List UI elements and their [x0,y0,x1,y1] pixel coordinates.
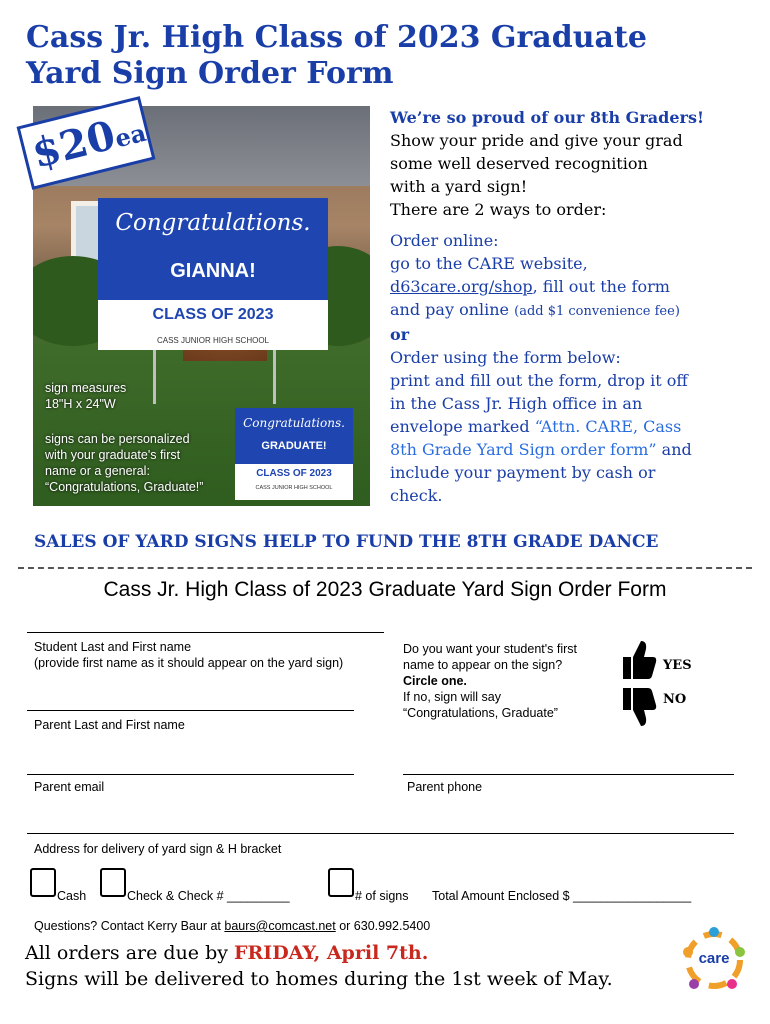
due-date-line: All orders are due by FRIDAY, April 7th. [25,942,429,964]
contact-email-link[interactable]: baurs@comcast.net [224,919,336,933]
care-logo [680,926,748,994]
sample-sign-personalized-band: CLASS OF 2023 CASS JUNIOR HIGH SCHOOL [98,300,328,350]
sign-stake [153,344,156,404]
name-question: Do you want your student's first name to appear on the sign? Circle one. If no, sign will say “Congratulations, Graduate” [403,642,577,720]
shop-link[interactable]: d63care.org/shop [390,277,533,296]
thumbs-up-icon[interactable] [619,637,657,686]
cash-checkbox[interactable] [30,868,56,897]
page-title: Cass Jr. High Class of 2023 Graduate Yard Sign Order Form [26,20,647,91]
total-amount-label: Total Amount Enclosed $ _________________ [432,889,692,903]
sign-size-note: sign measures 18"H x 24"W [45,381,127,411]
thumbs-down-icon[interactable] [619,686,657,735]
no-option[interactable]: NO [663,692,687,707]
sample-sign-general-band: CLASS OF 2023 CASS JUNIOR HIGH SCHOOL [235,464,353,500]
proud-headline: We’re so proud of our 8th Graders! [390,108,704,127]
sample-sign-personalized: Congratulations. GIANNA! [98,198,328,345]
parent-email-line[interactable] [27,774,354,775]
check-checkbox[interactable] [100,868,126,897]
parent-email-label: Parent email [34,780,105,794]
address-line[interactable] [27,833,734,834]
student-name-hint: (provide first name as it should appear on the yard sign) [34,656,344,670]
or-divider: or [390,325,410,344]
student-name-line[interactable] [27,632,384,633]
contact-line: Questions? Contact Kerry Baur at baurs@comcast.net or 630.992.5400 [34,919,431,933]
order-info: We’re so proud of our 8th Graders! Show your pride and give your grad some well deserved recognition with a yard sign! There are 2 ways to order: Order online: go to the CARE website, d63care.org/shop, fill out the form and pay online (add $1 convenience fee) or Order using the form below: print and fill out the form, drop it off in the Cass Jr. High office in an envelope marked “Attn. CARE, Cass 8th Grade Yard Sign order form” and include your payment by cash or check. [390,106,740,507]
sign-count-label: # of signs [355,889,409,903]
parent-phone-label: Parent phone [407,780,483,794]
fundraiser-banner: SALES OF YARD SIGNS HELP TO FUND THE 8TH GRADE DANCE [34,532,659,552]
price-unit: ea [111,117,149,154]
check-label: Check & Check # _________ [127,889,290,903]
sign-stake [273,344,276,404]
address-label: Address for delivery of yard sign & H bracket [34,842,282,856]
price-amount: $20 [27,111,120,178]
sign-count-box[interactable] [328,868,354,897]
parent-phone-line[interactable] [403,774,734,775]
parent-name-label: Parent Last and First name [34,718,185,732]
student-name-label: Student Last and First name [34,640,192,654]
care-logo-text: care [698,950,730,967]
form-title: Cass Jr. High Class of 2023 Graduate Yard Sign Order Form [103,578,667,601]
sample-sign-general: Congratulations. GRADUATE! [235,408,353,496]
yes-option[interactable]: YES [663,658,692,673]
cut-line [18,567,752,569]
parent-name-line[interactable] [27,710,354,711]
personalization-note: signs can be personalized with your graduate's first name or a general: “Congratulations, Graduate!” [45,432,204,494]
order-form-heading: Order using the form below: [390,348,621,367]
order-online-heading: Order online: [390,231,499,250]
cash-label: Cash [57,889,87,903]
delivery-line: Signs will be delivered to homes during the 1st week of May. [25,968,613,990]
due-date: FRIDAY, April 7th. [234,942,429,964]
